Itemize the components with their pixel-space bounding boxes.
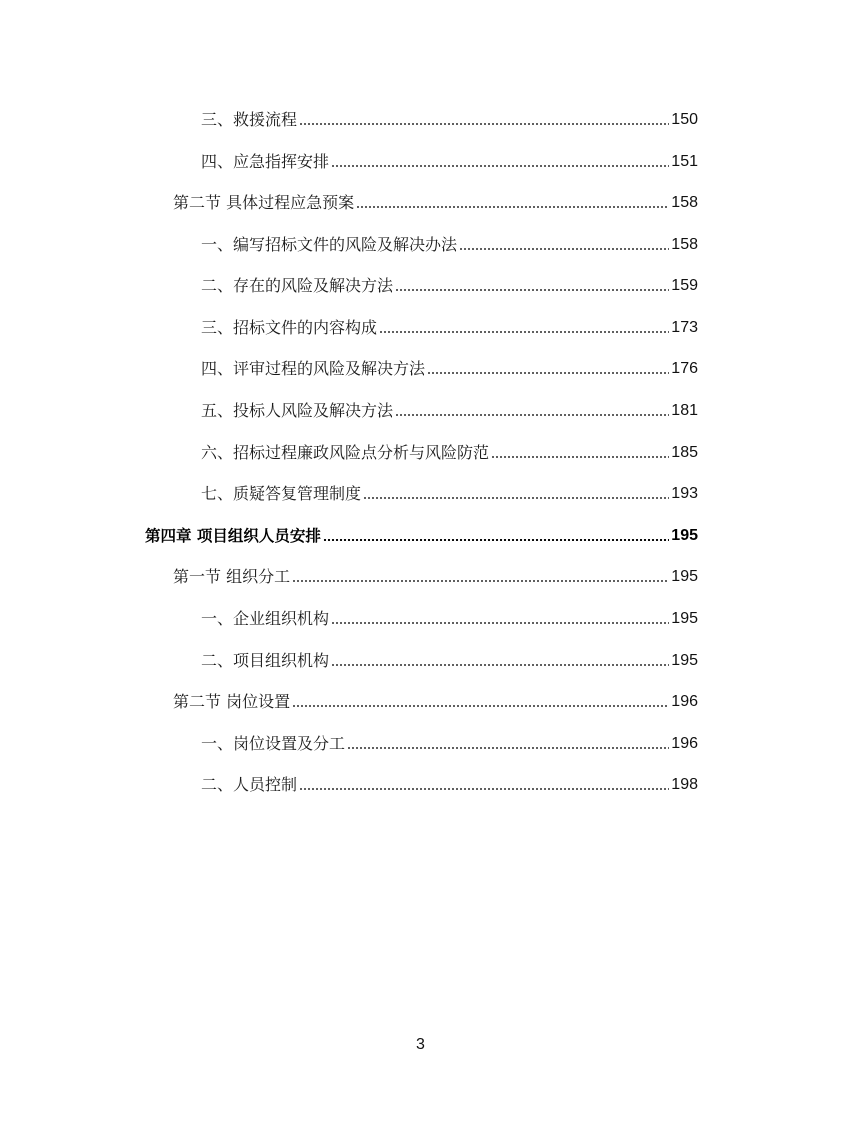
toc-dot-leader <box>292 580 669 582</box>
toc-entry-title: 一、企业组织机构 <box>201 609 330 628</box>
toc-entry-title: 一、编写招标文件的风险及解决办法 <box>201 235 458 254</box>
toc-entry-title: 四、应急指挥安排 <box>201 152 330 171</box>
toc-entry-page: 173 <box>671 319 698 336</box>
toc-dot-leader <box>379 331 669 333</box>
toc-entry[interactable] <box>201 647 698 671</box>
toc-entry-page: 181 <box>671 402 698 419</box>
toc-entry[interactable] <box>201 439 698 463</box>
toc-entry-page: 196 <box>671 735 698 752</box>
toc-dot-leader <box>356 206 669 208</box>
toc-dot-leader <box>331 664 669 666</box>
toc-entry-chapter[interactable] <box>145 522 698 546</box>
toc-entry[interactable] <box>201 231 698 255</box>
toc-entry[interactable] <box>173 189 698 213</box>
toc-entry[interactable] <box>201 355 698 379</box>
toc-dot-leader <box>299 788 669 790</box>
toc-entry[interactable] <box>173 688 698 712</box>
toc-dot-leader <box>491 456 669 458</box>
toc-dot-leader <box>459 248 669 250</box>
toc-entry[interactable] <box>173 563 698 587</box>
toc-entry-title: 三、招标文件的内容构成 <box>201 318 378 337</box>
toc-entry[interactable] <box>201 148 698 172</box>
toc-entry[interactable] <box>201 771 698 795</box>
toc-entry-page: 185 <box>671 444 698 461</box>
toc-entry-page: 176 <box>671 360 698 377</box>
toc-entry-page: 193 <box>671 485 698 502</box>
toc-entry-page: 158 <box>671 194 698 211</box>
toc-dot-leader <box>395 289 669 291</box>
toc-entry-title: 五、投标人风险及解决方法 <box>201 401 394 420</box>
toc-entry-page: 198 <box>671 776 698 793</box>
toc-entry-title: 第二节 具体过程应急预案 <box>173 193 355 212</box>
toc-dot-leader <box>299 123 669 125</box>
toc-dot-leader <box>331 165 669 167</box>
toc-dot-leader <box>347 747 669 749</box>
toc-entry[interactable] <box>201 272 698 296</box>
toc-entry-page: 158 <box>671 236 698 253</box>
toc-entry[interactable] <box>201 397 698 421</box>
toc-entry-title: 二、项目组织机构 <box>201 651 330 670</box>
toc-entry-page: 195 <box>671 610 698 627</box>
toc-entry-title: 七、质疑答复管理制度 <box>201 484 362 503</box>
page-number: 3 <box>416 1036 425 1053</box>
toc-dot-leader <box>363 497 669 499</box>
toc-dot-leader <box>331 622 669 624</box>
toc-entry-page: 150 <box>671 111 698 128</box>
toc-entry-title: 四、评审过程的风险及解决方法 <box>201 359 426 378</box>
toc-entry-title: 二、存在的风险及解决方法 <box>201 276 394 295</box>
toc-entry-page: 195 <box>671 568 698 585</box>
toc-entry-title: 六、招标过程廉政风险点分析与风险防范 <box>201 443 490 462</box>
toc-entry[interactable] <box>201 605 698 629</box>
toc-dot-leader <box>395 414 669 416</box>
toc-entry-title: 一、岗位设置及分工 <box>201 734 346 753</box>
toc-entry-title: 第二节 岗位设置 <box>173 692 291 711</box>
toc-entry-title: 第一节 组织分工 <box>173 567 291 586</box>
toc-entry-page: 195 <box>671 527 698 544</box>
toc-entry[interactable] <box>201 314 698 338</box>
toc-dot-leader <box>323 539 669 541</box>
toc-entry[interactable] <box>201 480 698 504</box>
toc-entry-page: 195 <box>671 652 698 669</box>
toc-entry-title: 第四章 项目组织人员安排 <box>145 527 321 545</box>
toc-entry-title: 三、救援流程 <box>201 110 298 129</box>
toc-entry[interactable] <box>201 106 698 130</box>
toc-dot-leader <box>292 705 669 707</box>
toc-entry-title: 二、人员控制 <box>201 775 298 794</box>
toc-entry-page: 159 <box>671 277 698 294</box>
toc-entry-page: 196 <box>671 693 698 710</box>
toc-dot-leader <box>427 372 669 374</box>
toc-entry[interactable] <box>201 730 698 754</box>
toc-entry-page: 151 <box>671 153 698 170</box>
